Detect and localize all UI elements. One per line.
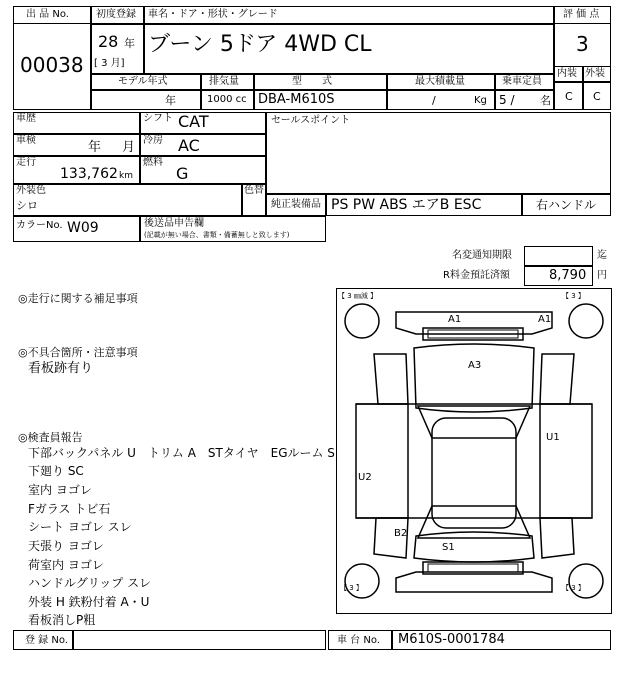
equipment-label: 純正装備品 bbox=[271, 199, 321, 210]
aircon-value: AC bbox=[178, 136, 200, 155]
mark-front-bumper-right: A1 bbox=[538, 314, 552, 325]
max-load-unit: Kg bbox=[474, 95, 487, 106]
mark-left-side: U2 bbox=[358, 472, 372, 483]
tire-fl-icon bbox=[345, 304, 379, 338]
reg-no-label: 登 録 No. bbox=[25, 635, 68, 646]
exterior-grade-label: 外装 bbox=[585, 68, 605, 79]
tire-rl-note: 【 3 】 bbox=[340, 584, 363, 592]
grade-value: 3 bbox=[576, 32, 589, 56]
hood-outline bbox=[414, 344, 534, 412]
name-change-unit: 迄 bbox=[597, 250, 607, 261]
car-name-label: 車名・ドア・形状・グレード bbox=[148, 9, 278, 20]
mileage-value: 133,762 bbox=[60, 166, 118, 182]
year-unit: 年 bbox=[124, 37, 135, 50]
right-rear-outline bbox=[540, 518, 574, 558]
steering-value: 右ハンドル bbox=[536, 198, 597, 212]
inspector-line: 外装 H 鉄粉付着 A・U bbox=[28, 595, 150, 609]
capacity: 5 / bbox=[499, 93, 515, 107]
color-no-value: W09 bbox=[67, 220, 99, 236]
equipment-value: PS PW ABS エアB ESC bbox=[331, 197, 482, 213]
right-side-outline bbox=[540, 354, 574, 404]
exterior-color: シロ bbox=[16, 199, 38, 212]
name-change-field bbox=[524, 246, 593, 266]
inspector-line: シート ヨゴレ スレ bbox=[28, 520, 132, 534]
exterior-color-label: 外装色 bbox=[16, 185, 46, 196]
chassis-number: M610S-0001784 bbox=[398, 632, 505, 647]
capacity-label: 乗車定員 bbox=[502, 76, 542, 87]
reg-no-cell bbox=[73, 630, 326, 650]
lot-label: 出 品 No. bbox=[26, 9, 69, 20]
inspector-line: 天張り ヨゴレ bbox=[28, 539, 104, 553]
driving-notes-title: ◎走行に関する補足事項 bbox=[18, 292, 138, 305]
tire-fl-note: 【 3 ㎜減 】 bbox=[338, 292, 378, 300]
post-doc-label: 後送品申告欄 bbox=[144, 218, 204, 229]
interior-grade: C bbox=[565, 90, 573, 103]
mileage-unit: km bbox=[119, 171, 133, 181]
defect-line: 看板跡有り bbox=[28, 361, 94, 376]
tire-rl-icon bbox=[345, 564, 379, 598]
color-no-label: カラーNo. bbox=[16, 220, 63, 231]
shift-label: シフト bbox=[143, 113, 173, 124]
model-year-label: モデル年式 bbox=[118, 76, 168, 87]
tire-rr-note: 【 3 】 bbox=[562, 584, 585, 592]
recycle-unit: 円 bbox=[597, 270, 607, 281]
tire-fr-note: 【 3 】 bbox=[562, 292, 585, 300]
max-load-label: 最大積載量 bbox=[415, 76, 465, 87]
roof-outline bbox=[432, 418, 516, 528]
defects-title: ◎不具合箇所・注意事項 bbox=[18, 346, 138, 359]
right-door-outline bbox=[540, 404, 592, 518]
chassis-label: 車 台 No. bbox=[337, 635, 380, 646]
model-year-cell bbox=[91, 90, 201, 110]
interior-grade-label: 内装 bbox=[557, 68, 577, 79]
car-damage-diagram bbox=[336, 288, 612, 614]
model-value: DBA-M610S bbox=[258, 92, 335, 107]
displacement-label: 排気量 bbox=[209, 76, 239, 87]
first-reg-label: 初度登録 bbox=[96, 9, 136, 20]
recycle-label: R料金預託済額 bbox=[443, 270, 510, 281]
mark-right-side: U1 bbox=[546, 432, 560, 443]
front-bumper-outline bbox=[396, 312, 552, 334]
capacity-unit: 名 bbox=[540, 94, 551, 107]
fuel-value: G bbox=[176, 164, 189, 183]
displacement: 1000 cc bbox=[207, 94, 247, 105]
mileage-label: 走行 bbox=[16, 157, 36, 168]
sales-point-label: セールスポイント bbox=[271, 115, 351, 126]
shift-value: CAT bbox=[178, 112, 209, 131]
inspection-year: 年 bbox=[88, 140, 102, 155]
history-label: 車歴 bbox=[16, 113, 36, 124]
aircon-label: 冷房 bbox=[143, 135, 163, 146]
inspector-line: 荷室内 ヨゴレ bbox=[28, 558, 104, 572]
post-doc-note: (記載が無い場合、書類・備蓄無しと致します) bbox=[144, 231, 290, 239]
mark-hood: A3 bbox=[468, 360, 482, 371]
inspector-line: 看板消しP粗 bbox=[28, 613, 96, 627]
model-year-unit: 年 bbox=[165, 94, 176, 107]
first-reg-month: [ 3 月] bbox=[94, 58, 125, 69]
inspector-line: Fガラス トビ石 bbox=[28, 502, 111, 516]
model-label: 型 式 bbox=[292, 76, 332, 87]
inspector-line: 下部バックパネル U トリム A STタイヤ EGルーム S bbox=[28, 446, 335, 460]
left-door-outline bbox=[356, 404, 408, 518]
mark-rear-left: B2 bbox=[394, 528, 408, 539]
max-load-slash: / bbox=[432, 94, 436, 107]
inspection-label: 車検 bbox=[16, 135, 36, 146]
fuel-label: 燃料 bbox=[143, 157, 163, 168]
exterior-color-cell bbox=[13, 184, 242, 216]
diagram-frame bbox=[337, 289, 612, 614]
first-reg-year: 28 bbox=[98, 32, 119, 51]
recycle-amount: 8,790 bbox=[549, 268, 587, 283]
tire-fr-icon bbox=[569, 304, 603, 338]
exterior-grade: C bbox=[593, 90, 601, 103]
inspection-month: 月 bbox=[122, 140, 136, 155]
inspector-line: ハンドルグリップ スレ bbox=[28, 576, 152, 590]
rear-plate-inner bbox=[428, 564, 518, 572]
inspector-line: 室内 ヨゴレ bbox=[28, 483, 92, 497]
color-change-label: 色替 bbox=[244, 185, 264, 196]
grade-label: 評 価 点 bbox=[563, 9, 600, 20]
name-change-label: 名変通知期限 bbox=[452, 250, 512, 261]
rear-bumper-outline bbox=[396, 572, 552, 592]
car-name: ブーン 5ドア 4WD CL bbox=[148, 32, 372, 57]
tire-rr-icon bbox=[569, 564, 603, 598]
left-side-outline bbox=[374, 354, 408, 404]
lot-number: 00038 bbox=[20, 53, 84, 77]
mark-rear-gate: S1 bbox=[442, 542, 455, 553]
inspector-title: ◎検査員報告 bbox=[18, 431, 83, 444]
inspector-line: 下廻り SC bbox=[28, 464, 84, 478]
rear-gate-outline bbox=[414, 532, 534, 562]
mark-front-bumper-left: A1 bbox=[448, 314, 462, 325]
